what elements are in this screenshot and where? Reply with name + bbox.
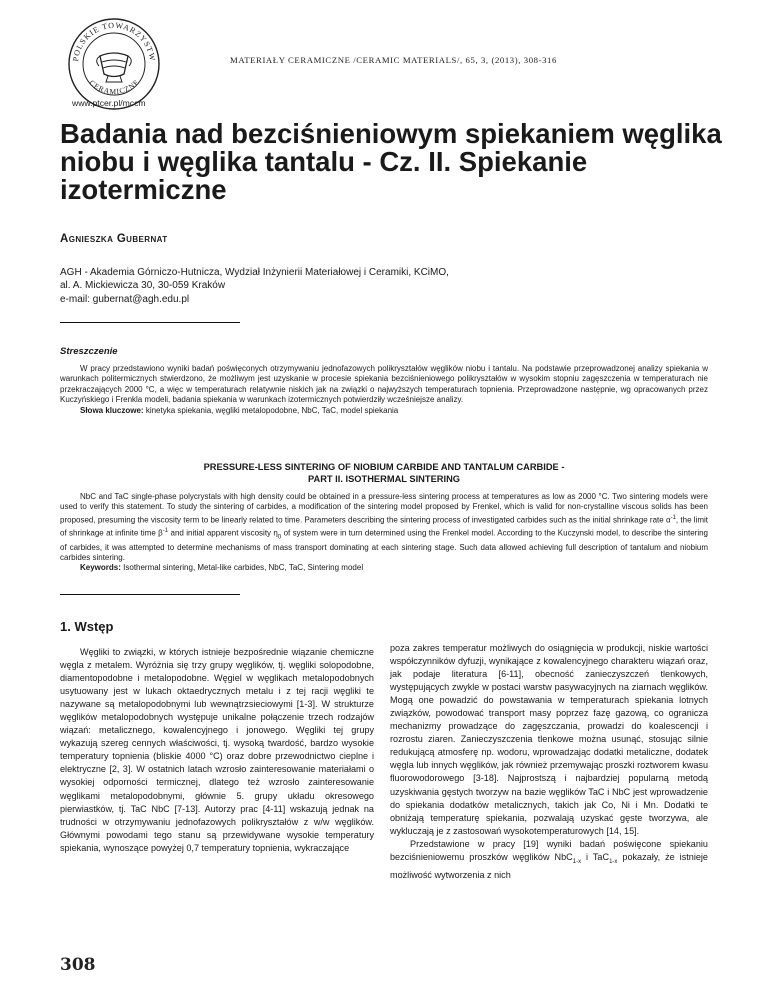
journal-website-link[interactable]: www.ptcer.pl/mccm — [72, 98, 146, 108]
page-number: 308 — [60, 955, 96, 975]
subscript: 1-x — [572, 858, 582, 865]
address-line: al. A. Mickiewicza 30, 30-059 Kraków — [60, 280, 226, 292]
text-run: pokazały, że istnieje możliwość wytworzenia z nich — [390, 851, 708, 880]
body-paragraph: poza zakres temperatur możliwych do osiągnięcia w produkcji, niskie wartości współczynników dyfuzji, wynikające z kowalencyjnego charakteru wiązań oraz, jak podaje literatura [6-11], obecność zanieczyszczeń tlenkowych, występujących zwykle w postaci warstw pasywacyjnych na ziarnach węglików. Mogą one powadzić do powstawania w temperaturach spiekania lotnych związków, powodować transport masy poprzez fazę gazową, co ogranicza mechanizmy prowadzące do zagęszczania, prowadzi do koalescencji i rozrostu ziaren. Zanieczyszczenia tlenkowe można usunąć, stosując silnie redukującą atmosferę np. wodoru, wprowadzając dodatki metaliczne, dodatek węgla lub innych węglików, jak również przemywając proszki roztworem kwasu fluorowodorowego [3-18]. Najprostszą i najbardziej popularną metodą uzyskiwania gęstych tworzyw na bazie węglików TaC i NbC jest wprowadzenie do spiekania dodatków metalicznych, takich jak Co, Ni i Mn. Dodatki te obniżają temperaturę spiekania, pozwalają uzyskać gęste tworzywa, ale wykluczają je z zastosowań wysokotemperaturowych [14, 15]. — [390, 643, 708, 836]
keywords-en — [60, 563, 708, 573]
affiliation-line: AGH - Akademia Górniczo-Hutnicza, Wydział Inżynierii Materiałowej i Ceramiki, KCiMO, — [60, 267, 449, 278]
affiliation-block — [60, 266, 449, 306]
superscript: -1 — [670, 514, 676, 521]
text-run: , the limit of shrinkage at infinite time β — [60, 515, 708, 538]
text-run: and initial apparent viscosity η — [168, 528, 278, 538]
abstract-en-text — [60, 492, 708, 563]
keywords-pl — [60, 406, 708, 416]
section-heading: 1. Wstęp — [60, 619, 114, 634]
english-title-line: PRESSURE-LESS SINTERING OF NIOBIUM CARBIDE AND TANTALUM CARBIDE - — [203, 462, 565, 472]
abstract-heading: Streszczenie — [60, 346, 118, 357]
email-line[interactable]: e-mail: gubernat@agh.edu.pl — [60, 293, 190, 305]
svg-text:POLSKIE TOWARZYSTWO: POLSKIE TOWARZYSTW — [71, 20, 158, 63]
keywords-label: Keywords: — [80, 563, 121, 573]
author-name: Agnieszka Gubernat — [60, 233, 168, 245]
superscript: -1 — [162, 527, 169, 534]
english-title-line: PART II. ISOTHERMAL SINTERING — [307, 474, 461, 484]
divider — [60, 594, 240, 595]
keywords-label: Słowa kluczowe: — [80, 405, 144, 415]
body-paragraph: Węgliki to związki, w których istnieje bezpośrednie wiązanie chemiczne węgla z metalem. Wyróżnia się trzy grupy węglików, tj. węgliki solopodobne, diamentopodobne i metalopodobne. Węgiel w węglikach metalopodobnych usytuowany jest w lukach oktaedrycznych metalu i z tej racji węgliki te nazywane są metalopodobnymi lub wewnątrzsieciowymi [1-3]. W strukturze węglików metalopodobnych występuje unikalne połączenie trzech rodzajów wiązań: metalicznego, kowalencyjnego i jonowego. Węgliki tej grupy wykazują szereg cennych właściwości, tj. wysoką twardość, bardzo wysokie temperatury topnienia (bliskie 4000 °C) oraz dobre przewodnictwo cieplne i elektryczne [2, 3]. W ostatnich latach wzrosło zainteresowanie materiałami o wysokiej odporności termicznej, dlatego też wzrosło zainteresowanie węglikami metalopodobnymi, głównie 5. grupy układu okresowego pierwiastków, tj. TaC NbC [7-13]. Autorzy prac [4-11] wskazują jednak na trudności w otrzymywaniu jednofazowych polikryształów z w/w węglików. Głównymi powodami tego stanu są przewidywane wysokie temperatury spiekania, wynoszące powyżej 0,7 temperatury topnienia, wykraczające — [60, 647, 374, 853]
keywords-value: Isothermal sintering, Metal-like carbides, NbC, TaC, Sintering model — [123, 563, 364, 573]
body-column-right — [390, 642, 708, 882]
abstract-pl-text: W pracy przedstawiono wyniki badań poświęconych otrzymywaniu jednofazowych polikryształów węglików niobu i tantalu. Na podstawie przeprowadzonej analizy spiekania w warunkach politermicznych stwierdzono, że możliwym jest uzyskanie w procesie spiekania bezciśnieniowego polikryształów w wysokim stopniu zagęszczenia w temperaturach nie przekraczających 2000 °C, a więc w temperaturach relatywnie niskich jak na związki o najwyższych temperaturach topnienia. Przeprowadzone następnie, wg opracowanych przez Kuczyńskiego i Frenkla modeli, badania spiekania w warunkach izotermicznych potwierdziły wcześniejsze analizy. — [60, 364, 708, 405]
body-paragraph — [390, 838, 708, 882]
abstract-en — [60, 492, 708, 574]
text-run: i TaC — [581, 851, 610, 862]
journal-citation: MATERIAŁY CERAMICZNE /CERAMIC MATERIALS/, 65, 3, (2013), 308-316 — [230, 55, 557, 65]
subscript: 0 — [277, 534, 282, 541]
text-run: Przedstawione w pracy [19] wyniki badań poświęcone spiekaniu bezciśnieniowemu proszków węglików NbC — [390, 838, 708, 862]
subscript: 1-x — [609, 858, 618, 865]
body-column-left — [60, 619, 374, 855]
keywords-value: kinetyka spiekania, węgliki metalopodobne, NbC, TaC, model spiekania — [145, 405, 399, 415]
english-title — [60, 461, 708, 485]
text-run: NbC and TaC single-phase polycrystals with high density could be obtained in a pressure-less sintering process at temperatures as low as 2000 °C. Two sintering models were used to verify this statement. To study the sintering of carbides, a modification of the sintering model proposed by Frenkel, which is valid for non-crystalline viscous solids has been proposed, presuming the viscosity term to be linearly related to time. Parameters describing the sintering process of investigated carbides such as the initial shrinkage rate α — [60, 492, 708, 525]
article-title: Badania nad bezciśnieniowym spiekaniem węglika niobu i węglika tantalu - Cz. II. Spiekanie izotermiczne — [60, 118, 722, 205]
divider — [60, 322, 240, 323]
text-run: of system were in turn determined using the Frenkel model. According to the Kuczynski model, to describe the sintering of carbides, it was attempted to determine mechanisms of mass transport dominating at each sintering stage. Such data allowed achieving full description of tantalum and niobium carbides sintering. — [60, 528, 709, 562]
svg-text:CERAMICZNE: CERAMICZNE — [87, 77, 142, 97]
abstract-pl — [60, 364, 708, 416]
